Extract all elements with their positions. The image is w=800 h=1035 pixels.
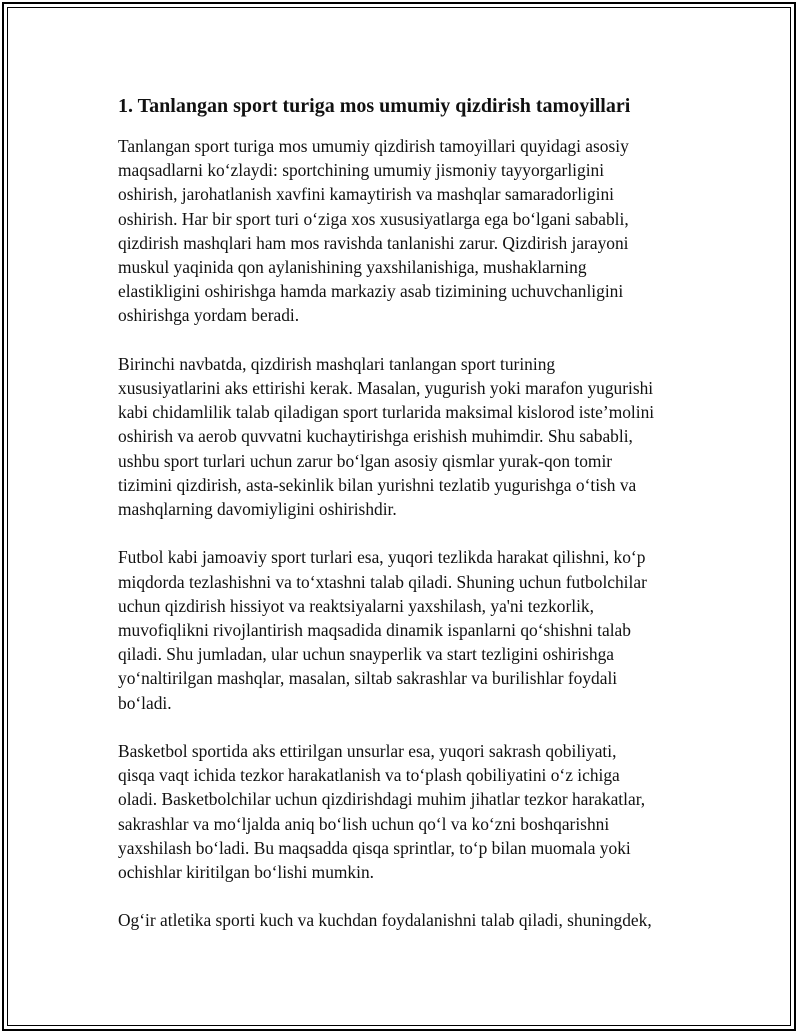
paragraph-line: mashqlarning davomiyligini oshirishdir. (118, 499, 397, 520)
paragraph-line: oshirish, jarohatlanish xavfini kamaytirish va mashqlar samaradorligini (118, 184, 614, 205)
paragraph-line: yaxshilash bo‘ladi. Bu maqsadda qisqa sprintlar, to‘p bilan muomala yoki (118, 837, 631, 858)
paragraph-line: tizimini qizdirish, asta-sekinlik bilan yurishni tezlatib yugurishga o‘tish va (118, 474, 637, 495)
paragraph-line: Tanlangan sport turiga mos umumiy qizdirish tamoyillari quyidagi asosiy (118, 136, 629, 156)
paragraph-line: miqdorda tezlashishni va to‘xtashni talab qiladi. Shuning uchun futbolchilar (118, 571, 647, 592)
paragraph-line: yo‘naltirilgan mashqlar, masalan, siltab sakrashlar va burilishlar foydali (118, 668, 618, 689)
paragraph-line: xususiyatlarini aks ettirishi kerak. Masalan, yugurish yoki marafon yugurishi (118, 378, 654, 399)
paragraph-line: Futbol kabi jamoaviy sport turlari esa, yuqori tezlikda harakat qilishni, ko‘p (118, 547, 646, 568)
paragraph-line: oladi. Basketbolchilar uchun qizdirishdagi muhim jihatlar tezkor harakatlar, (118, 789, 646, 810)
section-heading: 1. Tanlangan sport turiga mos umumiy qizdirish tamoyillari (118, 95, 631, 117)
paragraph-line: maqsadlarni ko‘zlaydi: sportchining umumiy jismoniy tayyorgarligini (118, 160, 605, 181)
paragraph (118, 352, 708, 521)
paragraph-line: ushbu sport turlari uchun zarur bo‘lgan asosiy qismlar yurak-qon tomir (118, 450, 613, 471)
paragraph-line: sakrashlar va mo‘ljalda aniq bo‘lish uchun qo‘l va ko‘zni boshqarishni (118, 813, 610, 834)
paragraph-line: elastikligini oshirishga hamda markaziy asab tizimining uchuvchanligini (118, 281, 624, 302)
paragraphs-container (118, 134, 708, 933)
paragraph-line: muskul yaqinida qon aylanishining yaxshilanishiga, mushaklarning (118, 257, 587, 278)
paragraph-line: uchun qizdirish hissiyot va reaktsiyalarni yaxshilash, ya'ni tezkorlik, (118, 595, 594, 616)
paragraph (118, 545, 708, 714)
paragraph-line: Og‘ir atletika sporti kuch va kuchdan foydalanishni talab qiladi, shuningdek, (118, 910, 652, 931)
paragraph-line: qiladi. Shu jumladan, ular uchun snayperlik va start tezligini oshirishga (118, 644, 615, 665)
paragraph (118, 134, 708, 328)
paragraph-line: Basketbol sportida aks ettirilgan unsurlar esa, yuqori sakrash qobiliyati, (118, 741, 617, 762)
paragraph-line: bo‘ladi. (118, 692, 172, 713)
paragraph (118, 908, 708, 932)
paragraph-line: oshirishga yordam beradi. (118, 305, 300, 326)
paragraph (118, 739, 708, 884)
paragraph-line: muvofiqlikni rivojlantirish maqsadida dinamik ispanlarni qo‘shishni talab (118, 620, 631, 641)
paragraph-line: ochishlar kiritilgan bo‘lishi mumkin. (118, 862, 375, 883)
paragraph-line: oshirish va aerob quvvatni kuchaytirishga erishish muhimdir. Shu sababli, (118, 426, 633, 447)
paragraph-line: oshirish. Har bir sport turi o‘ziga xos xususiyatlarga ega bo‘lgani sababli, (118, 208, 629, 229)
paragraph-line: kabi chidamlilik talab qiladigan sport turlarida maksimal kislorod iste’molini (118, 402, 655, 423)
paragraph-line: qizdirish mashqlari ham mos ravishda tanlanishi zarur. Qizdirish jarayoni (118, 232, 629, 253)
paragraph-line: Birinchi navbatda, qizdirish mashqlari tanlangan sport turining (118, 353, 556, 374)
document-body (118, 92, 708, 957)
paragraph-line: qisqa vaqt ichida tezkor harakatlanish va to‘plash qobiliyatini o‘z ichiga (118, 765, 620, 786)
